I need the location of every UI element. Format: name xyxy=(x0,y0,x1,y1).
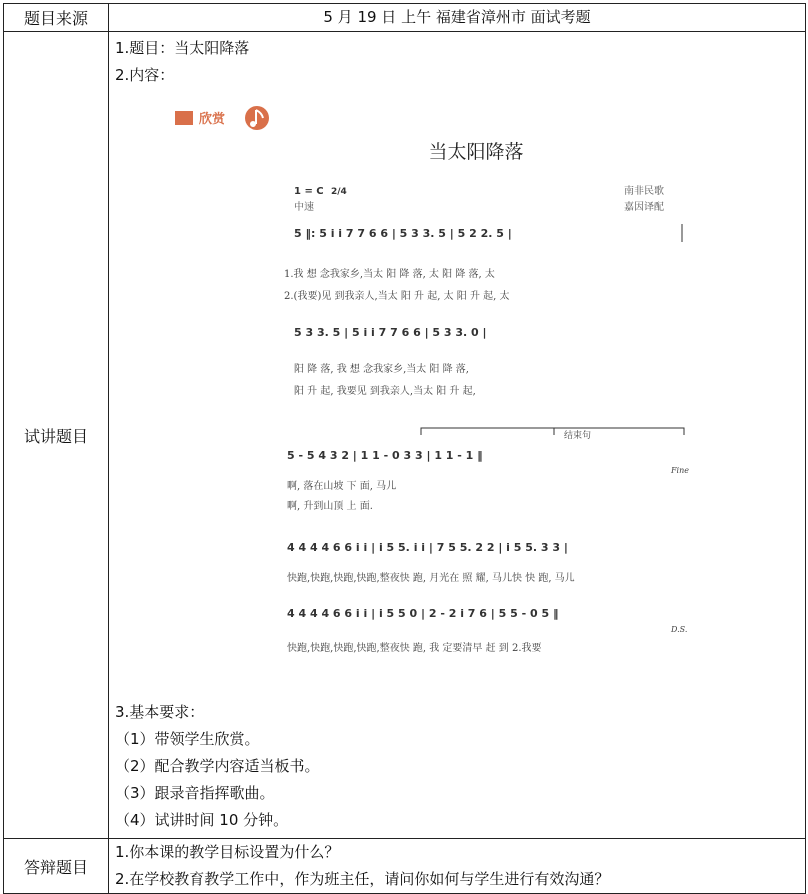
lyric-row: 快跑,快跑,快跑,快跑,整夜快 跑, 我 定要清早 赶 到 2.我要 xyxy=(287,643,542,654)
defense-label: 答辩题目 xyxy=(4,839,109,894)
notation-row: 4 4 4 4 6 6 i i | i 5 5. i i | 7 5 5. 2 2 | i 5 5. 3 3 | xyxy=(287,541,568,554)
coda-label: 结束句 xyxy=(564,431,592,441)
requirement-item: （3）跟录音指挥歌曲。 xyxy=(115,784,275,802)
trial-row xyxy=(4,32,806,839)
notation-row: 5 - 5 4 3 2 | 1 1 - 0 3 3 | 1 1 - 1 ‖ xyxy=(287,449,483,462)
song-key: 1 = C xyxy=(294,186,324,197)
lyric-row: 快跑,快跑,快跑,快跑,整夜快 跑, 月光在 照 耀, 马儿快 快 跑, 马儿 xyxy=(287,573,575,584)
score-image xyxy=(109,89,804,699)
fine-mark: Fine xyxy=(671,466,689,475)
source-label: 题目来源 xyxy=(4,4,109,32)
defense-row xyxy=(4,839,806,894)
requirement-item: （1）带领学生欣赏。 xyxy=(115,730,260,748)
lyric-row: 2.(我要)见 到我亲人,当太 阳 升 起, 太 阳 升 起, 太 xyxy=(284,291,510,302)
topic-line: 1.题目：当太阳降落 xyxy=(115,39,250,57)
lyric-row: 1.我 想 念我家乡,当太 阳 降 落, 太 阳 降 落, 太 xyxy=(284,269,495,280)
trial-label: 试讲题目 xyxy=(4,32,109,839)
defense-question: 2.在学校教育教学工作中，作为班主任，请问你如何与学生进行有效沟通？ xyxy=(115,870,610,888)
lyric-row: 啊, 升到山顶 上 面. xyxy=(287,501,373,512)
music-note-icon xyxy=(245,106,269,130)
lyric-row: 啊, 落在山坡 下 面, 马儿 xyxy=(287,481,397,492)
defense-content xyxy=(109,839,806,894)
exam-table xyxy=(3,3,806,894)
defense-question: 1.你本课的教学目标设置为什么？ xyxy=(115,843,340,861)
notation-row: 4 4 4 4 6 6 i i | i 5 5 0 | 2 - 2 i 7 6 | 5 5 - 0 5 ‖ xyxy=(287,607,559,620)
source-value: 5 月 19 日 上午 福建省漳州市 面试考题 xyxy=(109,4,806,32)
badge-text: 欣赏 xyxy=(199,112,226,127)
notation-row: 5 3 3. 5 | 5 i i 7 7 6 6 | 5 3 3. 0 | xyxy=(294,326,487,339)
source-row xyxy=(4,4,806,32)
ds-mark: D.S. xyxy=(671,625,688,634)
lyric-row: 阳 降 落, 我 想 念我家乡,当太 阳 降 落, xyxy=(294,364,469,375)
song-tempo: 中速 xyxy=(294,202,314,213)
trial-content xyxy=(109,32,806,839)
music-score xyxy=(109,89,805,699)
notation-row: 5 ‖: 5 i i 7 7 6 6 | 5 3 3. 5 | 5 2 2. 5 | xyxy=(294,227,512,240)
song-credit-origin: 南非民歌 xyxy=(624,186,664,197)
badge-block xyxy=(175,111,193,125)
song-meter: 2/4 xyxy=(331,187,347,197)
requirements-title: 3.基本要求： xyxy=(115,703,205,721)
requirement-item: （4）试讲时间 10 分钟。 xyxy=(115,811,289,829)
song-title: 当太阳降落 xyxy=(428,141,524,163)
requirement-item: （2）配合教学内容适当板书。 xyxy=(115,757,320,775)
content-line: 2.内容： xyxy=(115,66,175,84)
lyric-row: 阳 升 起, 我要见 到我亲人,当太 阳 升 起, xyxy=(294,386,476,397)
song-credit-translator: 嘉因译配 xyxy=(624,202,664,213)
first-ending-bracket xyxy=(421,428,554,435)
